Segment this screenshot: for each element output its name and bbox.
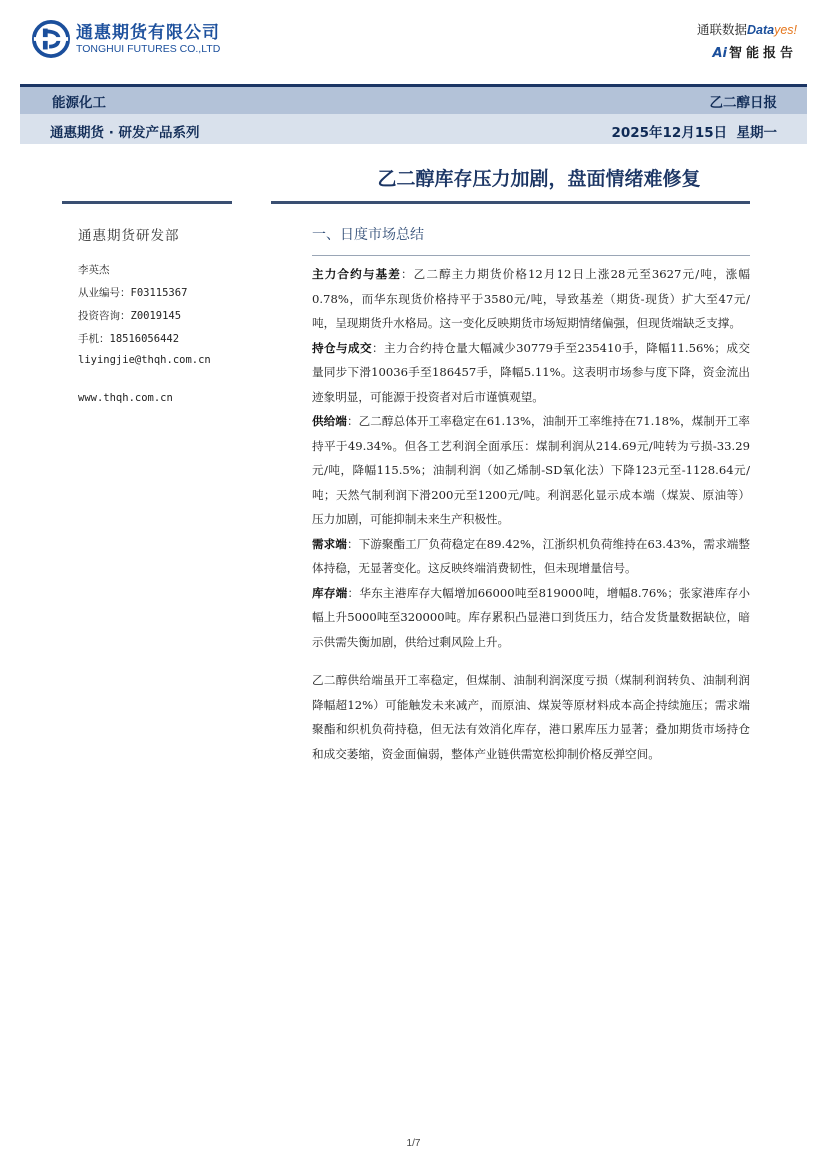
datayes-prefix: 通联数据	[696, 23, 747, 37]
report-type: 乙二醇日报	[709, 95, 777, 111]
paragraph-text: ：下游聚酯工厂负荷稳定在89.42%，江浙织机负荷维持在63.43%，需求端整体持稳，无显著变化。这反映终端消费韧性，但未现增量信号。	[312, 536, 750, 575]
paragraph-demand	[312, 532, 750, 581]
paragraph-text: ：华东主港库存大幅增加66000吨至819000吨，增幅8.76%；张家港库存小幅上升5000吨至320000吨。库存累积凸显港口到货压力，结合发货量数据缺位，暗示供需失衡加剧，供给过剩风险上升。	[312, 585, 750, 649]
category-band	[20, 84, 807, 114]
paragraph-label: 主力合约与基差	[312, 267, 401, 281]
paragraph-supply	[312, 409, 750, 532]
research-department: 通惠期货研发部	[78, 228, 180, 244]
paragraph-label: 库存端	[312, 585, 348, 600]
paragraph-text: ：主力合约持仓量大幅减少30779手至235410手，降幅11.56%；成交量同步下滑10036手至186457手，降幅5.11%。这表明市场参与度下降，资金流出迹象明显，可能源于投资者对后市谨慎观望。	[312, 340, 750, 404]
paragraph-inventory	[312, 581, 750, 655]
author-name: 李英杰	[78, 264, 110, 276]
paragraph-text: ：乙二醇总体开工率稳定在61.13%，油制开工率维持在71.18%，煤制开工率持平于49.34%。但各工艺利润全面承压：煤制利润从214.69元/吨转为亏损-33.29元/吨，降幅115.5%；油制利润（如乙烯制-SD氧化法）下降123元至-1128.64元/吨；天然气制利润下滑200元至1200元/吨。利润恶化显示成本端（煤炭、原油等）压力加剧，可能抑制未来生产积极性。	[312, 414, 750, 526]
report-title: 乙二醇库存压力加剧，盘面情绪难修复	[377, 168, 701, 190]
paragraph-main-contract	[312, 262, 750, 336]
logo-company-name: 通惠期货有限公司	[76, 22, 220, 43]
author-license: 从业编号：F03115367	[78, 287, 188, 299]
datayes-yes: yes!	[774, 23, 797, 37]
paragraph-label: 供给端	[312, 414, 347, 428]
company-logo-icon	[32, 20, 70, 58]
series-band	[20, 114, 807, 144]
section-heading: 一、日度市场总结	[312, 227, 424, 243]
datayes-data: Data	[746, 23, 775, 37]
author-phone: 手机：18516056442	[78, 333, 180, 345]
section-body	[312, 262, 750, 766]
report-category: 能源化工	[52, 95, 106, 111]
title-divider-left	[62, 201, 232, 204]
company-logo	[32, 20, 220, 58]
ai-report-badge	[697, 20, 797, 61]
paragraph-label: 需求端	[312, 536, 347, 551]
company-website[interactable]: www.thqh.com.cn	[78, 392, 173, 404]
author-email[interactable]: liyingjie@thqh.com.cn	[78, 354, 211, 366]
paragraph-text: ：乙二醇主力期货价格12月12日上涨28元至3627元/吨，涨幅0.78%，而华东现货价格持平于3580元/吨，导致基差（期货-现货）扩大至47元/吨，呈现期货升水格局。这一变化反映期货市场短期情绪偏强，但现货端缺乏支撑。	[312, 267, 750, 330]
title-divider-right	[271, 201, 750, 204]
ai-report-label: 智能报告	[728, 46, 797, 61]
report-date: 2025年12月15日 星期一	[611, 125, 777, 141]
paragraph-position-volume	[312, 336, 750, 410]
logo-company-name-en: TONGHUI FUTURES CO.,LTD	[76, 42, 221, 55]
page-number: 1/7	[406, 1138, 421, 1149]
author-advisory: 投资咨询：Z0019145	[78, 310, 182, 322]
paragraph-summary: 乙二醇供给端虽开工率稳定，但煤制、油制利润深度亏损（煤制利润转负、油制利润降幅超12%）可能触发未来减产，而原油、煤炭等原材料成本高企持续施压；需求端聚酯和织机负荷持稳，但无法有效消化库存，港口累库压力显著；叠加期货市场持仓和成交萎缩，资金面偏弱，整体产业链供需宽松抑制价格反弹空间。	[312, 673, 750, 761]
ai-mark: Ai	[712, 46, 727, 61]
paragraph-label: 持仓与成交	[312, 340, 373, 355]
section-divider	[312, 255, 750, 256]
product-series: 通惠期货 · 研发产品系列	[50, 125, 200, 141]
